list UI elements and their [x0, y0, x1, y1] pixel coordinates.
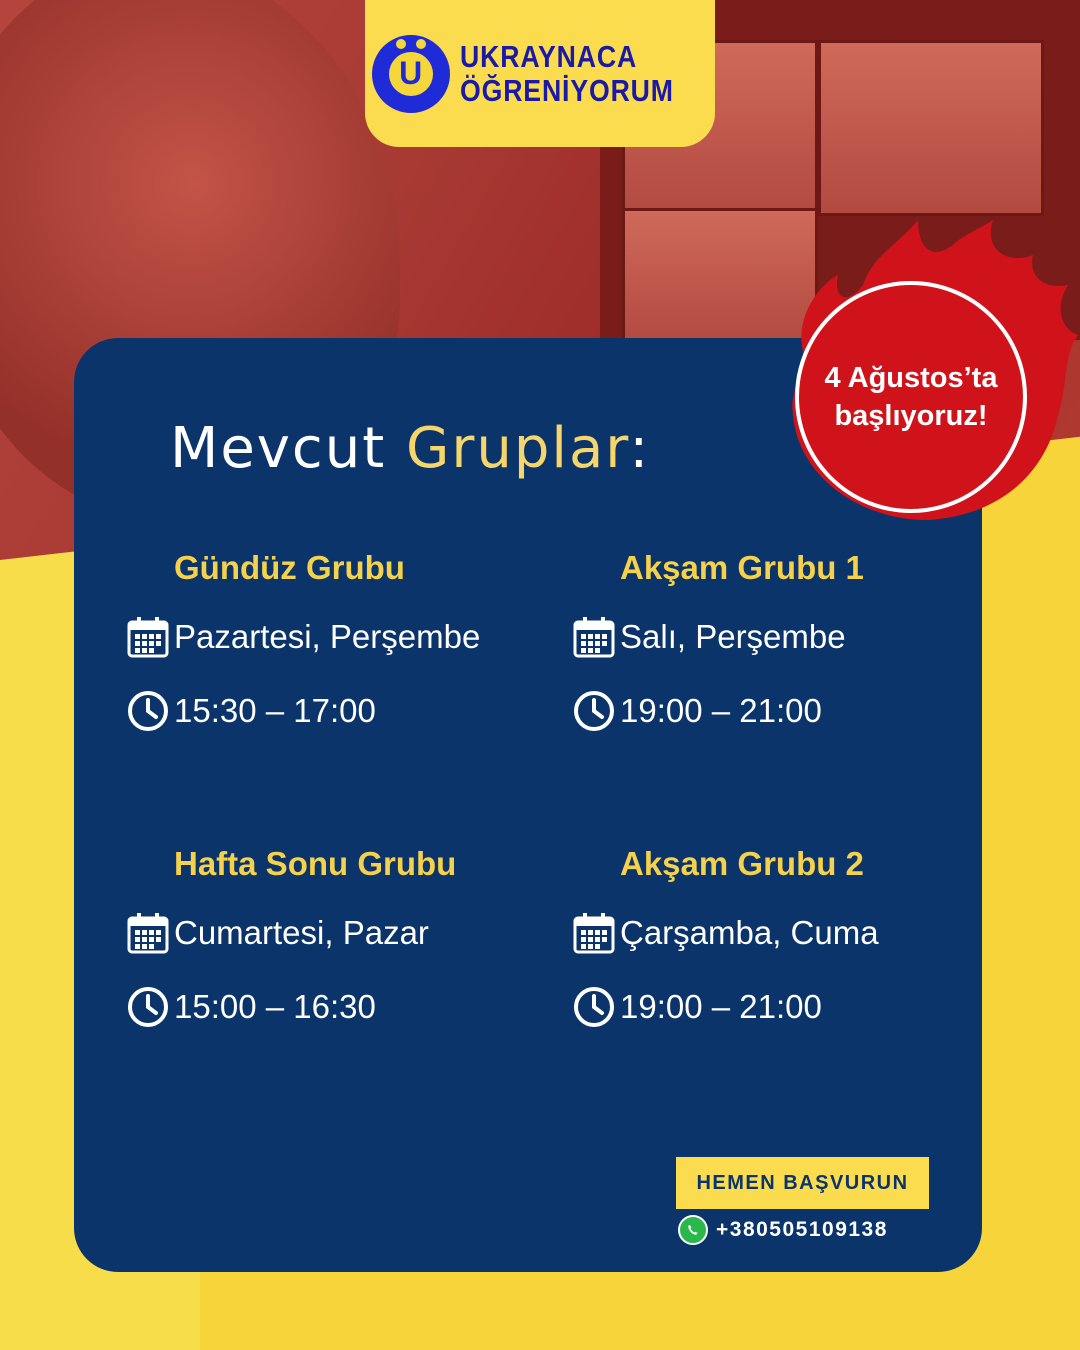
group-time-row — [126, 686, 546, 736]
clock-icon — [126, 688, 172, 734]
group-days-row — [126, 908, 546, 958]
title-part-1: Mevcut — [170, 416, 387, 481]
calendar-icon — [572, 910, 618, 956]
group-time: 15:00 – 16:30 — [174, 988, 376, 1025]
group-days-row — [126, 612, 546, 662]
clock-icon — [572, 688, 618, 734]
group-time-row — [572, 686, 992, 736]
title-part-2: Gruplar — [405, 416, 630, 481]
clock-icon — [572, 984, 618, 1030]
apply-now-button[interactable]: HEMEN BAŞVURUN — [676, 1157, 929, 1209]
badge-line-2: başlıyoruz! — [834, 400, 988, 432]
group-days: Pazartesi, Perşembe — [174, 618, 481, 655]
logo-wordmark — [460, 40, 674, 108]
group-time-row — [126, 982, 546, 1032]
badge-line-1: 4 Ağustos’ta — [824, 362, 998, 394]
group-time-row — [572, 982, 992, 1032]
logo-line-1: UKRAYNACA — [459, 38, 637, 74]
calendar-icon — [126, 910, 172, 956]
group-days: Cumartesi, Pazar — [174, 914, 429, 951]
phone-number: +380505109138 — [716, 1218, 888, 1241]
logo-letter: U — [389, 52, 433, 96]
group-evening-1 — [572, 548, 992, 736]
group-time: 19:00 – 21:00 — [620, 692, 822, 729]
group-name: Hafta Sonu Grubu — [174, 845, 457, 882]
group-days-row — [572, 612, 992, 662]
title-colon: : — [629, 416, 651, 481]
group-weekend — [126, 844, 546, 1032]
calendar-icon — [126, 614, 172, 660]
clock-icon — [126, 984, 172, 1030]
group-daytime — [126, 548, 546, 736]
group-time: 19:00 – 21:00 — [620, 988, 822, 1025]
group-name: Akşam Grubu 2 — [620, 845, 864, 882]
logo — [365, 0, 715, 147]
group-evening-2 — [572, 844, 992, 1032]
logo-line-2: ÖĞRENİYORUM — [459, 72, 674, 108]
page-title — [170, 416, 650, 481]
group-days: Çarşamba, Cuma — [620, 914, 879, 951]
start-date-badge — [795, 281, 1027, 513]
logo-mark — [372, 35, 450, 113]
group-name: Akşam Grubu 1 — [620, 549, 864, 586]
group-name: Gündüz Grubu — [174, 549, 405, 586]
group-days: Salı, Perşembe — [620, 618, 846, 655]
whatsapp-icon — [678, 1215, 708, 1245]
group-time: 15:30 – 17:00 — [174, 692, 376, 729]
calendar-icon — [572, 614, 618, 660]
whatsapp-contact[interactable] — [678, 1212, 888, 1248]
group-days-row — [572, 908, 992, 958]
